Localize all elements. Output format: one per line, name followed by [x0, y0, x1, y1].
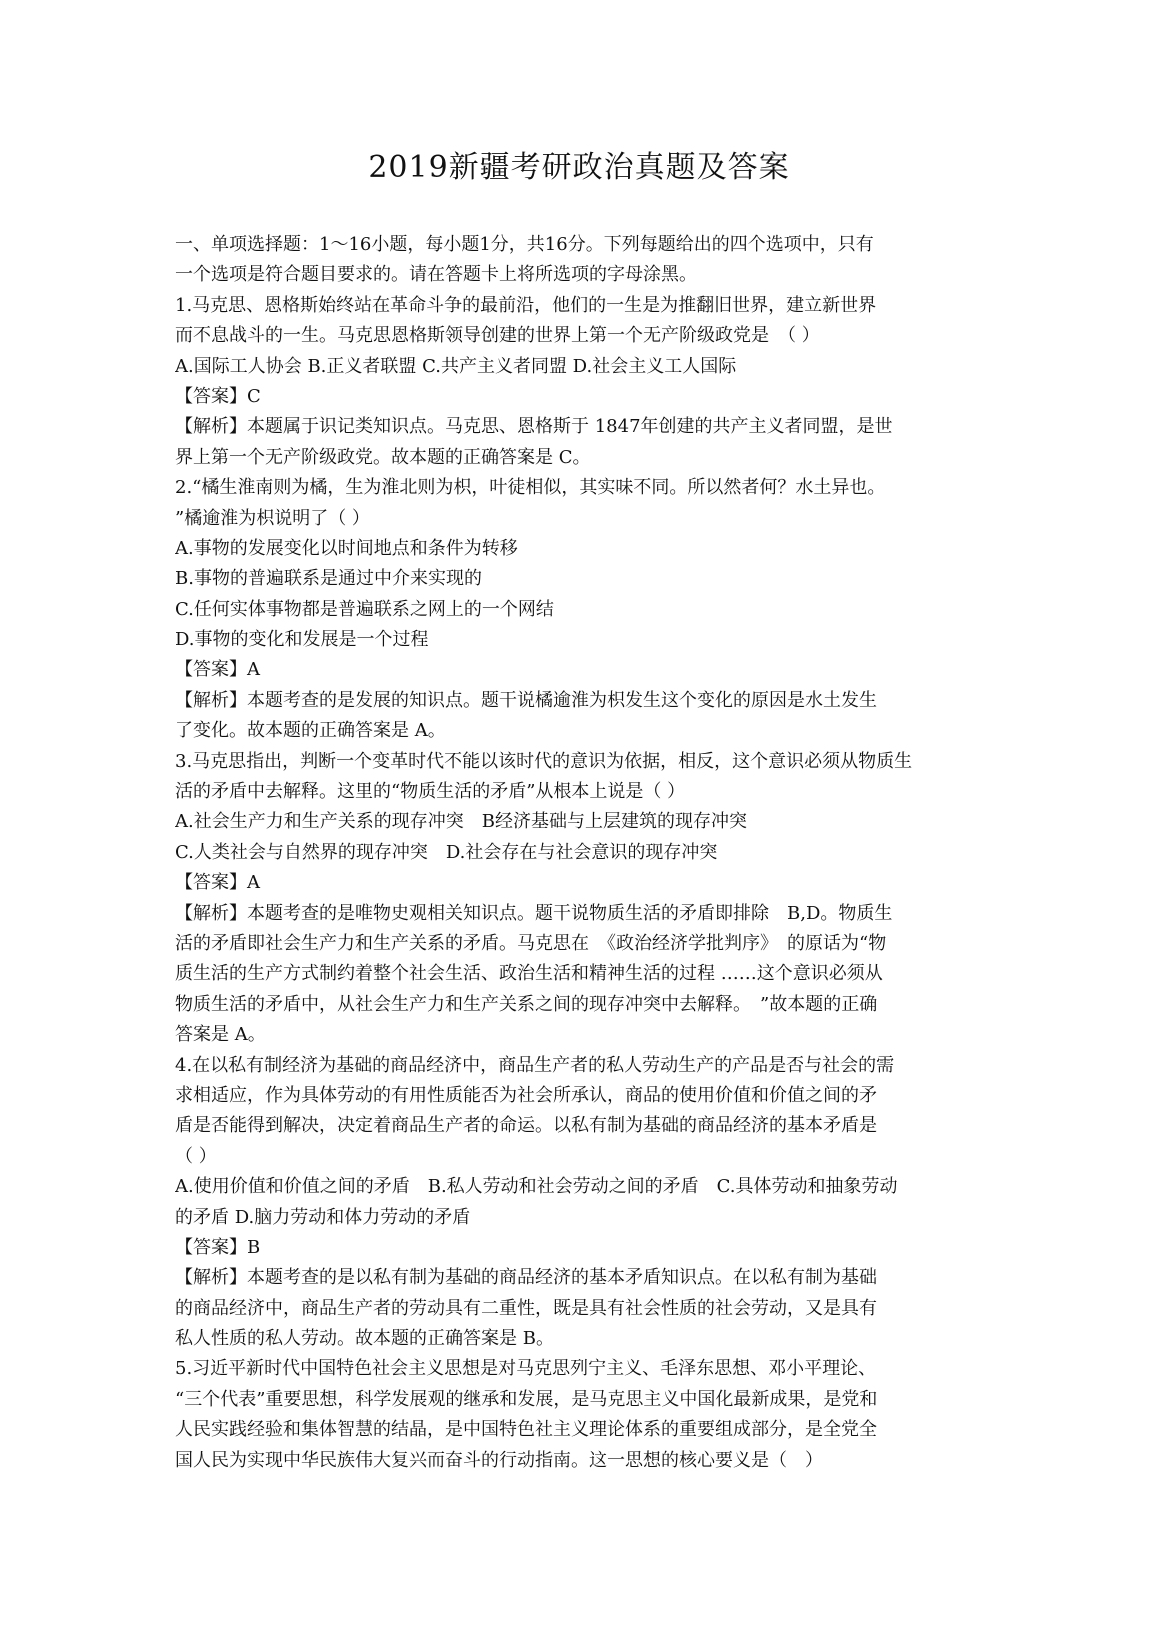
- text-line: 而不息战斗的一生。马克思恩格斯领导创建的世界上第一个无产阶级政党是 （ ）: [175, 325, 820, 347]
- text-line: 私人性质的私人劳动。故本题的正确答案是 B。: [175, 1328, 554, 1350]
- text-line: 4.在以私有制经济为基础的商品经济中，商品生产者的私人劳动生产的产品是否与社会的需: [175, 1054, 895, 1076]
- text-line: 一、单项选择题：1～16小题，每小题1分，共16分。下列每题给出的四个选项中，只有: [175, 234, 874, 255]
- text-line: 【答案】C: [175, 385, 261, 407]
- text-line: C.人类社会与自然界的现存冲突 D.社会存在与社会意识的现存冲突: [175, 841, 718, 863]
- text-line: 物质生活的矛盾中，从社会生产力和生产关系之间的现存冲突中去解释。 ”故本题的正确: [175, 993, 878, 1015]
- text-line: 了变化。故本题的正确答案是 A。: [175, 720, 446, 742]
- text-line: A.使用价值和价值之间的矛盾 B.私人劳动和社会劳动之间的矛盾 C.具体劳动和抽象劳动: [175, 1176, 898, 1198]
- text-line: 【解析】本题考查的是唯物史观相关知识点。题干说物质生活的矛盾即排除 B,D。物质生: [175, 902, 893, 924]
- text-line: 求相适应，作为具体劳动的有用性质能否为社会所承认，商品的使用价值和价值之间的矛: [175, 1084, 877, 1106]
- text-line: 5.习近平新时代中国特色社会主义思想是对马克思列宁主义、毛泽东思想、邓小平理论、: [175, 1358, 877, 1380]
- text-line: 的矛盾 D.脑力劳动和体力劳动的矛盾: [175, 1206, 471, 1228]
- text-line: 盾是否能得到解决，决定着商品生产者的命运。以私有制为基础的商品经济的基本矛盾是: [175, 1115, 877, 1137]
- page-title: 2019新疆考研政治真题及答案: [368, 150, 790, 185]
- text-line: A.社会生产力和生产关系的现存冲突 B经济基础与上层建筑的现存冲突: [175, 811, 747, 833]
- text-line: 活的矛盾中去解释。这里的“物质生活的矛盾”从根本上说是（ ）: [175, 781, 686, 803]
- text-line: “三个代表”重要思想，科学发展观的继承和发展，是马克思主义中国化最新成果，是党和: [175, 1388, 878, 1410]
- text-line: 答案是 A。: [175, 1024, 266, 1046]
- text-line: B.事物的普遍联系是通过中介来实现的: [175, 568, 482, 590]
- text-line: 一个选项是符合题目要求的。请在答题卡上将所选项的字母涂黑。: [175, 264, 697, 286]
- text-line: 3.马克思指出，判断一个变革时代不能以该时代的意识为依据，相反，这个意识必须从物质生: [175, 750, 913, 772]
- text-line: 国人民为实现中华民族伟大复兴而奋斗的行动指南。这一思想的核心要义是（ ）: [175, 1449, 823, 1471]
- text-line: 【解析】本题考查的是以私有制为基础的商品经济的基本矛盾知识点。在以私有制为基础: [175, 1267, 877, 1289]
- text-line: 【解析】本题属于识记类知识点。马克思、恩格斯于 1847年创建的共产主义者同盟，是世: [175, 416, 893, 438]
- text-line: D.事物的变化和发展是一个过程: [175, 629, 429, 651]
- text-line: 人民实践经验和集体智慧的结晶，是中国特色社主义理论体系的重要组成部分，是全党全: [175, 1419, 877, 1441]
- text-line: 界上第一个无产阶级政党。故本题的正确答案是 C。: [175, 446, 591, 468]
- text-line: 质生活的生产方式制约着整个社会生活、政治生活和精神生活的过程 ……这个意识必须从: [175, 963, 883, 985]
- text-line: 【答案】B: [175, 1236, 261, 1258]
- text-line: 活的矛盾即社会生产力和生产关系的矛盾。马克思在 《政治经济学批判序》 的原话为“物: [175, 932, 887, 954]
- text-line: 【解析】本题考查的是发展的知识点。题干说橘逾淮为枳发生这个变化的原因是水土发生: [175, 689, 877, 711]
- text-line: A.国际工人协会 B.正义者联盟 C.共产主义者同盟 D.社会主义工人国际: [175, 355, 737, 377]
- text-line: A.事物的发展变化以时间地点和条件为转移: [175, 537, 518, 559]
- text-line: 2.“橘生淮南则为橘，生为淮北则为枳，叶徒相似，其实味不同。所以然者何？水土异也。: [175, 477, 886, 499]
- text-line: 【答案】A: [175, 872, 260, 894]
- document-body: [175, 230, 995, 1476]
- text-line: 的商品经济中，商品生产者的劳动具有二重性，既是具有社会性质的社会劳动，又是具有: [175, 1297, 877, 1319]
- text-line: （ ）: [175, 1145, 217, 1167]
- text-line: C.任何实体事物都是普遍联系之网上的一个网结: [175, 598, 554, 620]
- text-line: 1.马克思、恩格斯始终站在革命斗争的最前沿，他们的一生是为推翻旧世界，建立新世界: [175, 294, 877, 316]
- text-line: 【答案】A: [175, 659, 260, 681]
- text-line: ”橘逾淮为枳说明了（ ）: [175, 507, 370, 529]
